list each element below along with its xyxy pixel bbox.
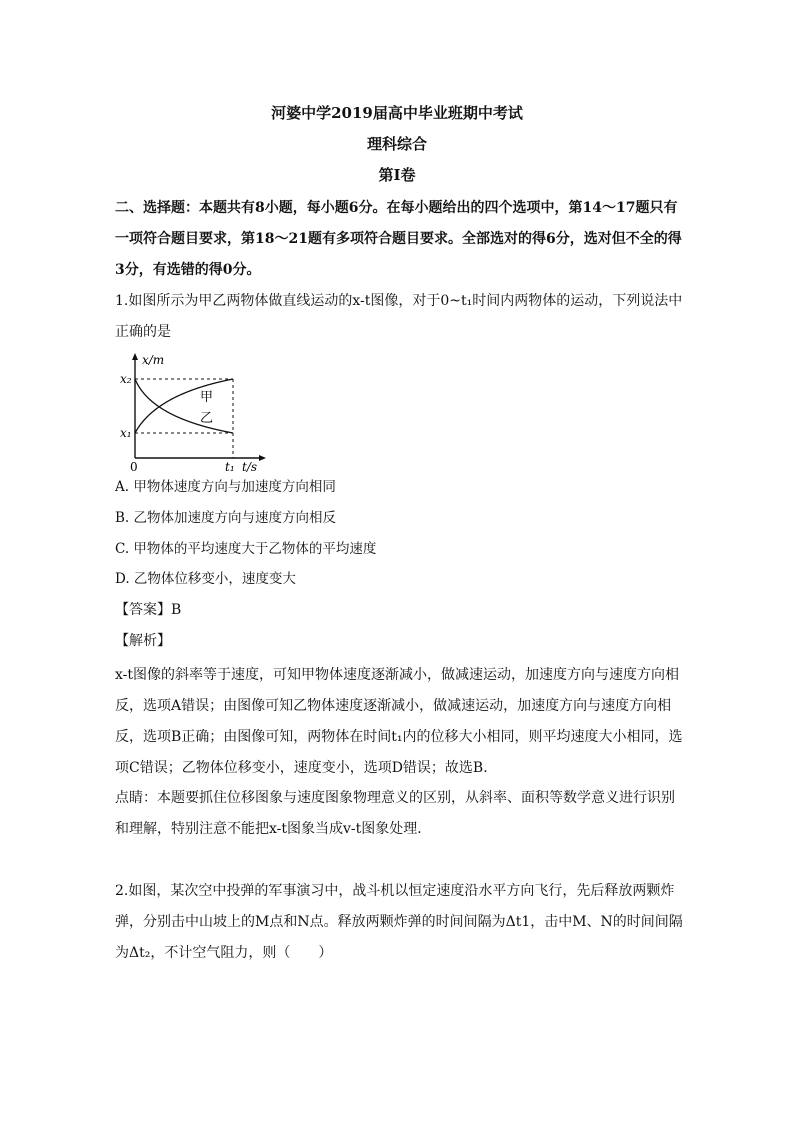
- curve-yi-label: 乙: [200, 411, 214, 426]
- analysis-text: x-t图像的斜率等于速度，可知甲物体速度逐渐减小，做减速运动，加速度方向与速度方向相反，选项A错误；由图像可知乙物体速度逐渐减小，做减速运动，加速度方向与速度方向相反，选项B正确；由图像可知，两物体在时间t₁内的位移大小相同，则平均速度大小相同，选项C错误；乙物体位移变小，速度变小，选项D错误；故选B.: [115, 667, 683, 776]
- x-axis-label: t/s: [242, 460, 258, 474]
- y-axis-label: x/m: [142, 353, 165, 367]
- answer-label: 【答案】B: [115, 602, 182, 618]
- option-a: A. 甲物体速度方向与加速度方向相同: [115, 479, 336, 495]
- x2-label: x₂: [120, 372, 132, 386]
- x-axis-arrow: [259, 455, 266, 461]
- y-axis-arrow: [132, 353, 138, 360]
- option-c: C. 甲物体的平均速度大于乙物体的平均速度: [115, 541, 377, 557]
- t1-label: t₁: [225, 460, 235, 474]
- curve-jia-label: 甲: [200, 390, 214, 405]
- option-b: B. 乙物体加速度方向与速度方向相反: [115, 510, 337, 526]
- curve-jia: [135, 379, 233, 433]
- exam-title: 河婆中学2019届高中毕业班期中考试: [271, 104, 523, 122]
- option-d: D. 乙物体位移变小，速度变大: [115, 571, 296, 587]
- tip-text: 点睛：本题要抓住位移图象与速度图象物理意义的区别，从斜率、面积等数学意义进行识别和理解，特别注意不能把x-t图象当成v-t图象处理．: [115, 790, 675, 837]
- x1-label: x₁: [120, 426, 132, 440]
- analysis-label: 【解析】: [115, 633, 171, 649]
- subject-title: 理科综合: [366, 135, 427, 153]
- curve-yi: [135, 379, 233, 433]
- question-1-stem: 1.如图所示为甲乙两物体做直线运动的x-t图像，对于0~t₁时间内两物体的运动，下列说法中正确的是: [115, 293, 683, 340]
- volume-title: 第Ⅰ卷: [378, 166, 416, 184]
- origin-label: 0: [130, 460, 138, 474]
- question-2-stem: 2.如图，某次空中投弹的军事演习中，战斗机以恒定速度沿水平方向飞行，先后释放两颗炸弹，分别击中山坡上的M点和N点。释放两颗炸弹的时间间隔为Δt1，击中M、N的时间间隔为Δt₂，不计空气阻力，则（ ）: [115, 883, 683, 961]
- x-t-graph: [118, 350, 268, 475]
- section-instructions: 二、选择题：本题共有8小题，每小题6分。在每小题给出的四个选项中，第14～17题只有一项符合题目要求，第18～21题有多项符合题目要求。全部选对的得6分，选对但不全的得3分，有选错的得0分。: [115, 200, 682, 278]
